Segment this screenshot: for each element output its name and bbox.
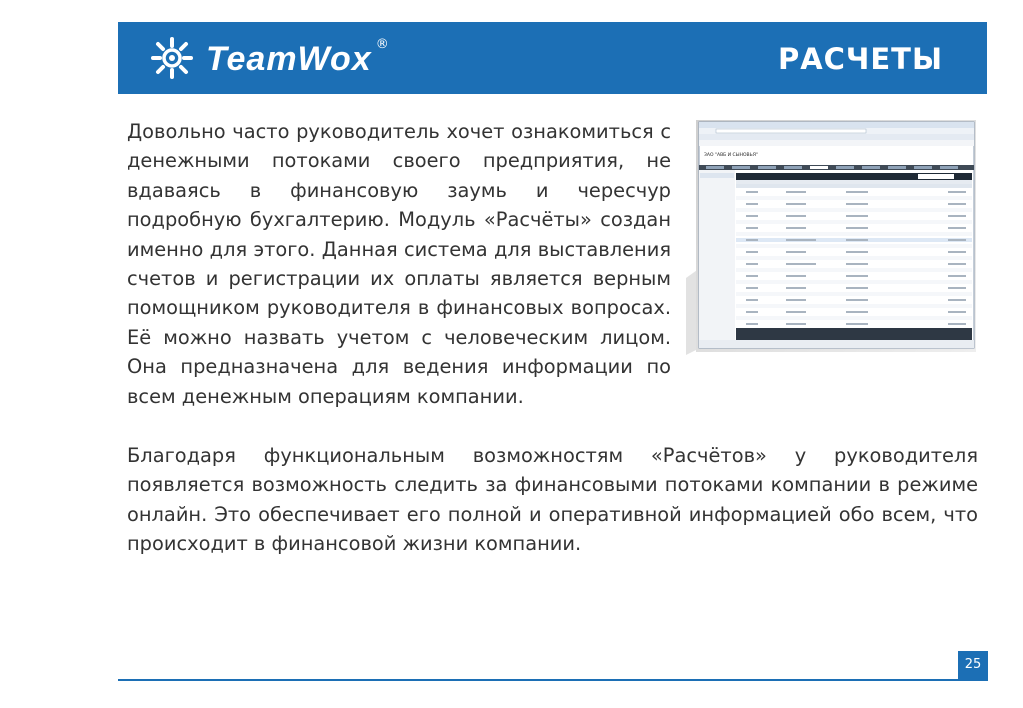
logo-text: TeamWox: [206, 39, 372, 78]
page-title: РАСЧЕТЫ: [777, 42, 943, 76]
app-screenshot-thumbnail: [686, 118, 978, 355]
teamwox-logo: [150, 36, 389, 80]
sun-logo-icon: [150, 36, 194, 80]
page-number: 25: [958, 651, 988, 679]
body-paragraph-1: Довольно часто руководитель хочет ознакомиться с денежными потоками своего предприятия, не вдаваясь в финансовую заумь и чересчур подробную бухгалтерию. Модуль «Расчёты» создан именно для этого. Данная система для выставления счетов и регистрации их оплаты является верным помощником руководителя в финансовых вопросах. Её можно назвать учетом с человеческим лицом. Она предназначена для ведения информации по всем денежным операциям компании.: [127, 120, 671, 408]
footer-divider: [118, 679, 988, 681]
header-bar: [118, 22, 987, 94]
registered-mark: ®: [375, 36, 389, 52]
screenshot-company: ЗАО "АВБ И СЫНОВЬЯ": [704, 153, 758, 158]
body-paragraph-2: Благодаря функциональным возможностям «Расчётов» у руководителя появляется возможность следить за финансовыми потоками компании в режиме онлайн. Это обеспечивает его полной и оперативной информацией обо всем, что происходит в финансовой жизни компании.: [127, 444, 978, 556]
app-screenshot: [686, 118, 978, 355]
